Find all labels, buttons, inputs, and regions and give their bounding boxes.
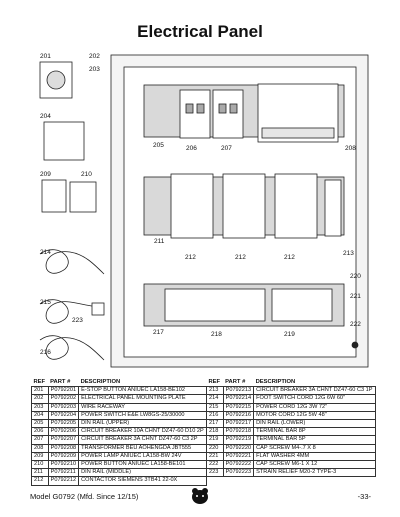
contactor-3 <box>275 174 317 238</box>
contactor-2 <box>223 174 265 238</box>
col-ref: REF <box>33 379 46 385</box>
table-row: 220 P0792220 CAP SCREW M4-.7 X 8 <box>207 444 376 452</box>
callout: 222 <box>350 321 361 328</box>
callout: 205 <box>153 142 164 149</box>
motor-cord-216 <box>40 336 104 360</box>
footer-page-number: -33- <box>357 492 371 501</box>
cap-screw-222 <box>352 342 358 348</box>
table-row: 208 P0792208 TRANSFORMER BEU AOHENGDA JBT555 <box>32 444 207 452</box>
table-row: 212 P0792212 CONTACTOR SIEMENS 3TB41 22-0X <box>32 477 207 485</box>
table-row: 216 P0792216 MOTOR CORD 12G 5W 48" <box>207 411 376 419</box>
col-part: PART # <box>225 379 246 385</box>
callout: 212 <box>185 254 196 261</box>
callout: 221 <box>350 293 361 300</box>
table-row: 206 P0792206 CIRCUIT BREAKER 10A CHNT DZ47-60 D10 2P <box>32 428 207 436</box>
callout: 212 <box>235 254 246 261</box>
callout: 208 <box>345 145 356 152</box>
table-row: 223 P0792223 STRAIN RELIEF M20-2 TYPE-3 <box>207 469 376 477</box>
callout: 216 <box>40 349 51 356</box>
power-lamp-209 <box>42 180 66 212</box>
page-title: Electrical Panel <box>137 22 263 41</box>
table-row: 221 P0792221 FLAT WASHER 4MM <box>207 452 376 460</box>
callout: 201 <box>40 53 51 60</box>
table-row: 205 P0792205 DIN RAIL (UPPER) <box>32 420 207 428</box>
table-row: 211 P0792211 DIN RAIL (MIDDLE) <box>32 469 207 477</box>
power-button-210 <box>70 182 96 212</box>
callout: 203 <box>89 66 100 73</box>
footer-model: Model G0792 (Mfd. Since 12/15) <box>30 492 139 501</box>
callout: 212 <box>284 254 295 261</box>
power-switch-204 <box>44 122 84 160</box>
col-desc: DESCRIPTION <box>80 379 121 385</box>
table-row: 204 P0792204 POWER SWITCH E&E LW8GS-25/30000 <box>32 411 207 419</box>
callout: 214 <box>40 249 51 256</box>
table-row: 218 P0792218 TERMINAL BAR 8P <box>207 428 376 436</box>
strain-relief-223 <box>92 303 104 315</box>
table-row: 219 P0792219 TERMINAL BAR 5P <box>207 436 376 444</box>
table-row: 207 P0792207 CIRCUIT BREAKER 3A CHNT DZ47-60 C3 2P <box>32 436 207 444</box>
table-row: 215 P0792215 POWER CORD 12G 3W 72" <box>207 403 376 411</box>
callout: 220 <box>350 273 361 280</box>
callout: 202 <box>89 53 100 60</box>
callout: 218 <box>211 331 222 338</box>
callout: 207 <box>221 145 232 152</box>
callout: 210 <box>81 171 92 178</box>
callout: 213 <box>343 250 354 257</box>
breaker-213 <box>325 180 341 236</box>
col-ref: REF <box>208 379 221 385</box>
table-row: 222 P0792222 CAP SCREW M6-1 X 12 <box>207 461 376 469</box>
contactor-1 <box>171 174 213 238</box>
bear-logo-icon <box>190 487 210 505</box>
terminal-bar-219 <box>272 289 332 321</box>
table-row: 213 P0792213 CIRCUIT BREAKER 3A CHNT DZ47-60 C3 1P <box>207 387 376 395</box>
callout: 219 <box>284 331 295 338</box>
col-part: PART # <box>50 379 71 385</box>
callout: 209 <box>40 171 51 178</box>
terminal-bar-218 <box>165 289 265 321</box>
callout: 204 <box>40 113 51 120</box>
parts-table-right <box>206 379 372 477</box>
callout: 206 <box>186 145 197 152</box>
callout: 217 <box>153 329 164 336</box>
parts-table-left <box>31 379 203 486</box>
table-row: 202 P0792202 ELECTRICAL PANEL MOUNTING PLATE <box>32 395 207 403</box>
circuit-breaker-206 <box>180 90 210 138</box>
table-row: 214 P0792214 FOOT SWITCH CORD 12G 6W 60" <box>207 395 376 403</box>
table-row: 209 P0792209 POWER LAMP ANIUEC LA158-BW 24V <box>32 452 207 460</box>
table-row: 217 P0792217 DIN RAIL (LOWER) <box>207 420 376 428</box>
table-row: 201 P0792201 E-STOP BUTTON ANIUEC LA158-BE102 <box>32 387 207 395</box>
callout: 211 <box>154 238 165 245</box>
table-row: 210 P0792210 POWER BUTTON ANIUEC LA158-BE101 <box>32 461 207 469</box>
circuit-breaker-207 <box>213 90 243 138</box>
col-desc: DESCRIPTION <box>255 379 296 385</box>
callout: 223 <box>72 317 83 324</box>
callout: 215 <box>40 299 51 306</box>
table-row: 203 P0792203 WIRE RACEWAY <box>32 403 207 411</box>
